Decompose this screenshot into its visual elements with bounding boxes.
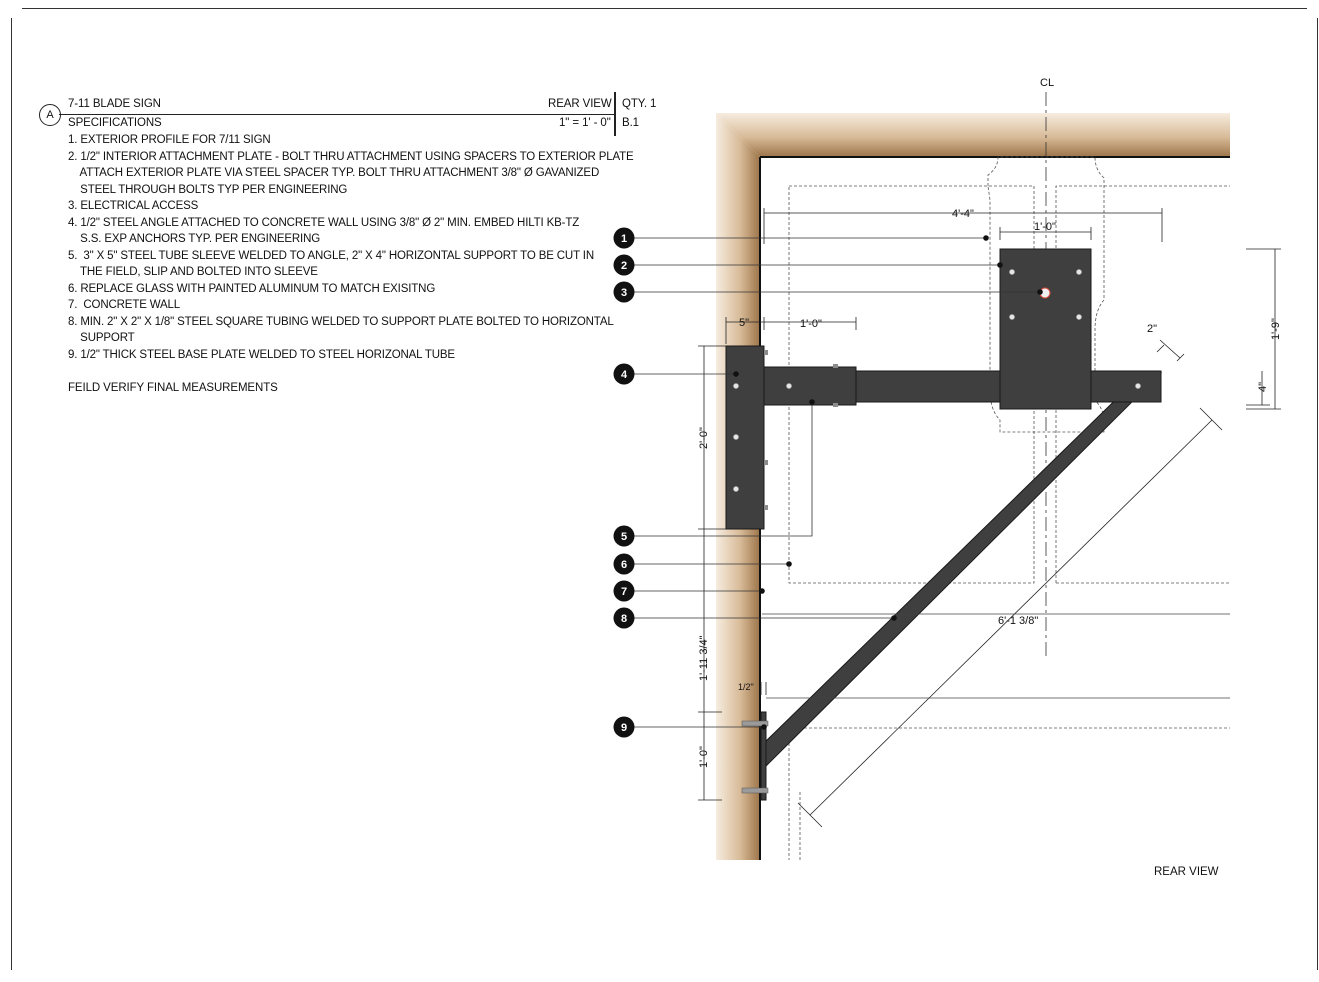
spec-line: 6. REPLACE GLASS WITH PAINTED ALUMINUM TO MATCH EXISITNG xyxy=(68,282,436,295)
steel-assembly xyxy=(726,249,1161,800)
sheet-number: B.1 xyxy=(622,117,639,129)
callout-number: 9 xyxy=(620,722,628,734)
dim-diagonal-length: 6'-1 3/8" xyxy=(998,615,1039,627)
field-verify-note: FEILD VERIFY FINAL MEASUREMENTS xyxy=(68,382,278,394)
view-label: REAR VIEW xyxy=(548,98,612,110)
spec-line: ATTACH EXTERIOR PLATE VIA STEEL SPACER TYP. BOLT THRU ATTACHMENT 3/8" Ø GAVANIZED xyxy=(68,167,600,179)
quantity: QTY. 1 xyxy=(622,98,657,110)
diagonal-brace xyxy=(762,373,1161,770)
centerline-label: CL xyxy=(1040,77,1055,89)
dim-base-height: 1'-0" xyxy=(698,746,710,768)
drawing-title: 7-11 BLADE SIGN xyxy=(68,98,161,110)
callout-number: 5 xyxy=(620,531,628,543)
dim-angle-height: 2'-0" xyxy=(698,427,710,449)
dim-overall-width: 4'-4" xyxy=(952,208,974,220)
callout-9 xyxy=(614,717,635,738)
callout-number: 3 xyxy=(620,287,628,299)
spec-line: S.S. EXP ANCHORS TYP. PER ENGINEERING xyxy=(68,233,321,245)
dim-sleeve-length: 1'-0" xyxy=(800,318,822,330)
spec-line: 9. 1/2" THICK STEEL BASE PLATE WELDED TO STEEL HORIZONAL TUBE xyxy=(68,348,455,361)
spec-line: 1. EXTERIOR PROFILE FOR 7/11 SIGN xyxy=(68,134,271,146)
dim-plate-height: 1'-9" xyxy=(1270,318,1282,340)
dim-plate-width: 1'-0" xyxy=(1034,221,1056,233)
view-caption: REAR VIEW xyxy=(1154,866,1219,878)
dim-wall-gap: 1'-11 3/4" xyxy=(698,635,710,681)
spec-line: 8. MIN. 2" X 2" X 1/8" STEEL SQUARE TUBING WELDED TO SUPPORT PLATE BOLTED TO HORIZONTAL xyxy=(68,315,614,328)
callout-number: 1 xyxy=(620,233,628,245)
specs-heading: SPECIFICATIONS xyxy=(68,117,162,129)
spec-line: THE FIELD, SLIP AND BOLTED INTO SLEEVE xyxy=(68,266,318,278)
callout-number: 2 xyxy=(620,260,628,272)
spec-line: 2. 1/2" INTERIOR ATTACHMENT PLATE - BOLT THRU ATTACHMENT USING SPACERS TO EXTERIOR PLATE xyxy=(68,150,634,163)
dim-offset: 4" xyxy=(1257,381,1269,392)
dim-tube-size: 2" xyxy=(1147,323,1158,335)
callout-2 xyxy=(614,255,635,276)
callout-1 xyxy=(614,228,635,249)
callout-number: 7 xyxy=(620,586,628,598)
spec-line: 3. ELECTRICAL ACCESS xyxy=(68,200,199,212)
scale: 1" = 1' - 0" xyxy=(559,117,611,129)
dim-angle-width: 5" xyxy=(739,317,750,329)
spec-line: 5. 3" X 5" STEEL TUBE SLEEVE WELDED TO ANGLE, 2" X 4" HORIZONTAL SUPPORT TO BE CUT IN xyxy=(68,249,595,262)
spec-line: 4. 1/2" STEEL ANGLE ATTACHED TO CONCRETE WALL USING 3/8" Ø 2" MIN. EMBED HILTI KB-TZ xyxy=(68,216,580,229)
callout-number: 6 xyxy=(620,559,628,571)
dim-half-inch: 1/2" xyxy=(738,682,754,692)
callout-4 xyxy=(614,364,635,385)
callout-8 xyxy=(614,608,635,629)
callout-number: 8 xyxy=(620,613,628,625)
spec-line: STEEL THROUGH BOLTS TYP PER ENGINEERING xyxy=(68,183,348,196)
callout-leaders xyxy=(634,238,1040,727)
tube-sleeve xyxy=(764,367,856,405)
callout-dots xyxy=(733,235,1043,730)
callout-3 xyxy=(614,282,635,303)
spec-line: 7. CONCRETE WALL xyxy=(68,299,181,311)
callout-6 xyxy=(614,554,635,575)
callout-7 xyxy=(614,581,635,602)
detail-marker: A xyxy=(39,104,61,126)
concrete-wall xyxy=(716,113,1230,860)
callout-number: 4 xyxy=(620,369,628,381)
callout-5 xyxy=(614,526,635,547)
steel-angle xyxy=(726,346,764,529)
spec-line: SUPPORT xyxy=(68,332,135,344)
